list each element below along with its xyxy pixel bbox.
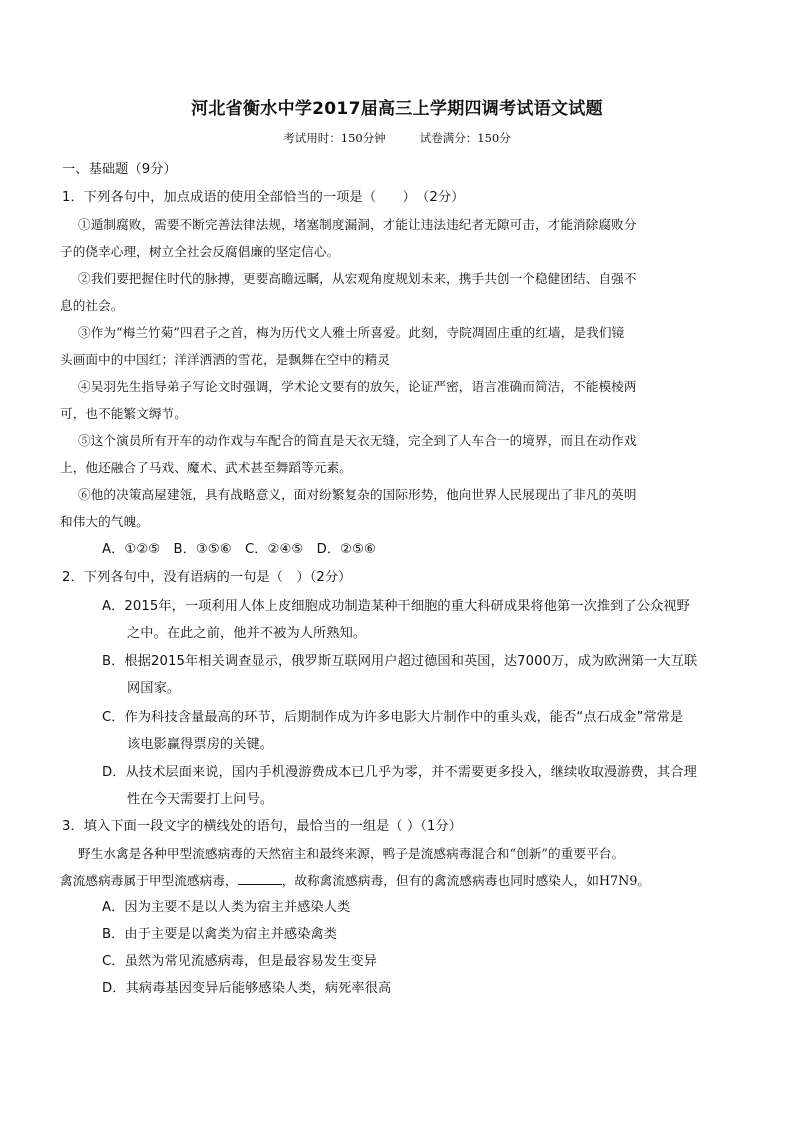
q1-sentence-3-cont: 头画面中的中国红；洋洋洒洒的雪花，是飘舞在空中的精灵 — [60, 352, 391, 367]
q1-sentence-6: ⑥他的决策高屋建瓴，具有战略意义，面对纷繁复杂的国际形势，他向世界人民展现出了非凡的英明 — [78, 487, 637, 502]
q2-option-b-cont: 网国家。 — [127, 681, 181, 696]
exam-score: 试卷满分：150分 — [419, 131, 511, 145]
q1-sentence-4-cont: 可，也不能繁文缛节。 — [60, 406, 187, 421]
q1-stem: 1．下列各句中，加点成语的使用全部恰当的一项是（ ） （2分） — [62, 190, 465, 205]
q1-sentence-1: ①遁制腐败，需要不断完善法律法规，堵塞制度漏洞，才能让违法违纪者无隙可击，才能消除腐败分 — [78, 217, 637, 232]
exam-info — [0, 130, 794, 146]
q1-sentence-2: ②我们要把握住时代的脉搏，更要高瞻远瞩，从宏观角度规划未来，携手共创一个稳健团结、自强不 — [78, 271, 637, 286]
q3-option-d: D．其病毒基因变异后能够感染人类，病死率很高 — [102, 981, 392, 996]
q1-sentence-5-cont: 上，他还融合了马戏、魔术、武术甚至舞蹈等元素。 — [60, 460, 352, 475]
q1-options: A．①②⑤ B．③⑤⑥ C．②④⑤ D．②⑤⑥ — [102, 542, 376, 557]
q1-sentence-2-cont: 息的社会。 — [60, 298, 124, 313]
exam-time: 考试用时：150分钟 — [283, 131, 386, 145]
q3-passage-line-1: 野生水禽是各种甲型流感病毒的天然宿主和最终来源，鸭子是流感病毒混合和“创新”的重要平台。 — [78, 846, 625, 861]
q3-passage-after-blank: ，故称禽流感病毒，但有的禽流感病毒也同时感染人，如H7N9。 — [281, 873, 651, 888]
q1-sentence-6-cont: 和伟大的气魄。 — [60, 514, 149, 529]
q3-option-b: B．由于主要是以禽类为宿主并感染禽类 — [102, 927, 338, 942]
q1-sentence-1-cont: 子的侥幸心理，树立全社会反腐倡廉的坚定信心。 — [60, 244, 340, 259]
q2-option-b: B．根据2015年相关调查显示，俄罗斯互联网用户超过德国和英国，达7000万，成为欧洲第一大互联 — [102, 654, 698, 669]
q3-option-c: C．虽然为常见流感病毒，但是最容易发生变异 — [102, 954, 378, 969]
q2-option-d: D．从技术层面来说，国内手机漫游费成本已几乎为零，并不需要更多投入，继续收取漫游费，其合理 — [102, 765, 697, 780]
q1-sentence-4: ④吴羽先生指导弟子写论文时强调，学术论文要有的放矢，论证严密，语言准确而简洁，不能模棱两 — [78, 379, 637, 394]
section-heading: 一、基础题（9分） — [62, 162, 177, 177]
q2-option-a-cont: 之中。在此之前，他并不被为人所熟知。 — [127, 626, 367, 641]
q3-passage-before-blank: 禽流感病毒属于甲型流感病毒， — [60, 873, 238, 888]
q2-option-c: C．作为科技含量最高的环节，后期制作成为许多电影大片制作中的重头戏，能否“点石成金”常常是 — [102, 710, 684, 725]
q1-sentence-3: ③作为“梅兰竹菊”四君子之首，梅为历代文人雅士所喜爱。此刻，寺院凋固庄重的红墙，是我们镜 — [78, 325, 625, 340]
q3-passage-line-2 — [60, 870, 650, 889]
q2-option-d-cont: 性在今天需要打上问号。 — [127, 792, 274, 807]
q2-stem: 2．下列各句中，没有语病的一句是（ ）（2分） — [62, 570, 352, 585]
q2-option-c-cont: 该电影赢得票房的关键。 — [127, 737, 274, 752]
q2-option-a: A．2015年，一项利用人体上皮细胞成功制造某种干细胞的重大科研成果将他第一次推到了公众视野 — [102, 599, 690, 614]
exam-title: 河北省衡水中学2017届高三上学期四调考试语文试题 — [191, 99, 603, 119]
q1-sentence-5: ⑤这个演员所有开车的动作戏与车配合的简直是天衣无缝，完全到了人车合一的境界，而且在动作戏 — [78, 433, 637, 448]
q3-answer-blank — [238, 871, 282, 885]
q3-stem: 3．填入下面一段文字的横线处的语句，最恰当的一组是（ ）（1分） — [62, 819, 463, 834]
q3-option-a: A．因为主要不是以人类为宿主并感染人类 — [102, 900, 351, 915]
